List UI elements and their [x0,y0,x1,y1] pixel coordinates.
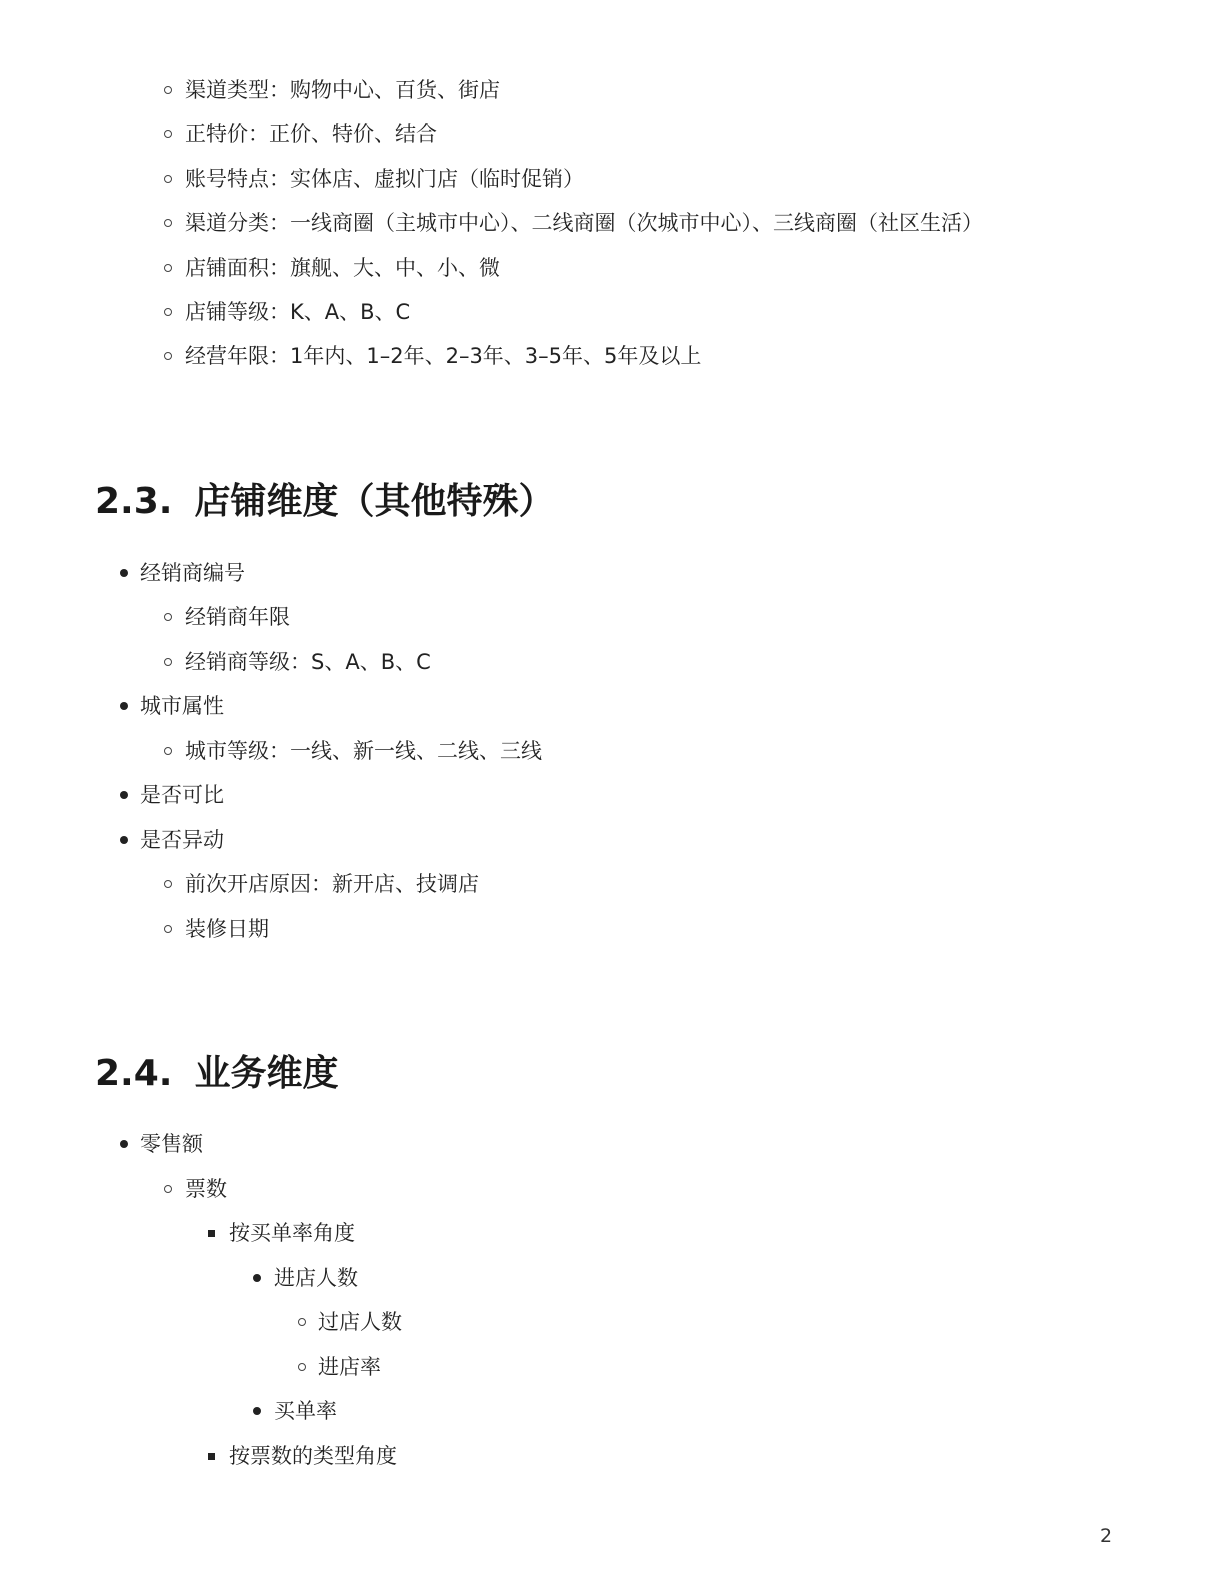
list-item-text: 城市等级：一线、新一线、二线、三线 [185,739,542,763]
section-number: 2.3. [95,481,173,522]
list-item-text: 装修日期 [185,917,269,941]
disc-bullet-icon [253,1407,261,1415]
section-number: 2.4. [95,1053,173,1094]
list-item-text: 进店率 [318,1355,381,1379]
list-item-text: 买单率 [274,1399,337,1423]
list-item-text: 渠道类型：购物中心、百货、街店 [185,78,500,102]
circle-bullet-icon [164,1185,172,1193]
disc-bullet-icon [253,1274,261,1282]
list-item-text: 城市属性 [140,694,224,718]
circle-bullet-icon [164,175,172,183]
page-number: 2 [1100,1525,1113,1547]
disc-bullet-icon [120,702,128,710]
circle-bullet-icon [164,658,172,666]
circle-bullet-icon [164,613,172,621]
list-item-text: 经销商等级：S、A、B、C [185,650,431,674]
list-item-text: 经销商年限 [185,605,290,629]
section-title: 店铺维度（其他特殊） [194,481,555,522]
circle-bullet-icon [298,1363,306,1371]
circle-bullet-icon [164,86,172,94]
list-item-text: 票数 [185,1177,227,1201]
list-item-text: 店铺面积：旗舰、大、中、小、微 [185,256,500,280]
list-item-text: 店铺等级：K、A、B、C [185,300,411,324]
circle-bullet-icon [164,130,172,138]
disc-bullet-icon [120,1140,128,1148]
list-item-text: 按买单率角度 [229,1221,355,1245]
disc-bullet-icon [120,836,128,844]
circle-bullet-icon [164,219,172,227]
disc-bullet-icon [120,791,128,799]
square-bullet-icon [208,1230,215,1237]
list-item-text: 是否可比 [140,783,224,807]
list-item-text: 账号特点：实体店、虚拟门店（临时促销） [185,167,584,191]
list-item-text: 按票数的类型角度 [229,1444,397,1468]
square-bullet-icon [208,1453,215,1460]
section-heading-2-4 [95,1050,338,1098]
list-item-text: 零售额 [140,1132,203,1156]
list-item-text: 经营年限：1年内、1–2年、2–3年、3–5年、5年及以上 [185,344,702,368]
disc-bullet-icon [120,569,128,577]
list-item-text: 正特价：正价、特价、结合 [185,122,437,146]
list-item-text: 进店人数 [274,1266,358,1290]
circle-bullet-icon [164,880,172,888]
list-item-text: 渠道分类：一线商圈（主城市中心）、二线商圈（次城市中心）、三线商圈（社区生活） [185,211,983,235]
section-title: 业务维度 [194,1053,339,1094]
circle-bullet-icon [298,1318,306,1326]
list-item-text: 经销商编号 [140,561,245,585]
list-item-text: 是否异动 [140,828,224,852]
section-heading-2-3 [95,478,554,526]
circle-bullet-icon [164,352,172,360]
circle-bullet-icon [164,308,172,316]
circle-bullet-icon [164,264,172,272]
circle-bullet-icon [164,747,172,755]
list-item-text: 前次开店原因：新开店、技调店 [185,872,479,896]
list-item-text: 过店人数 [318,1310,402,1334]
circle-bullet-icon [164,925,172,933]
